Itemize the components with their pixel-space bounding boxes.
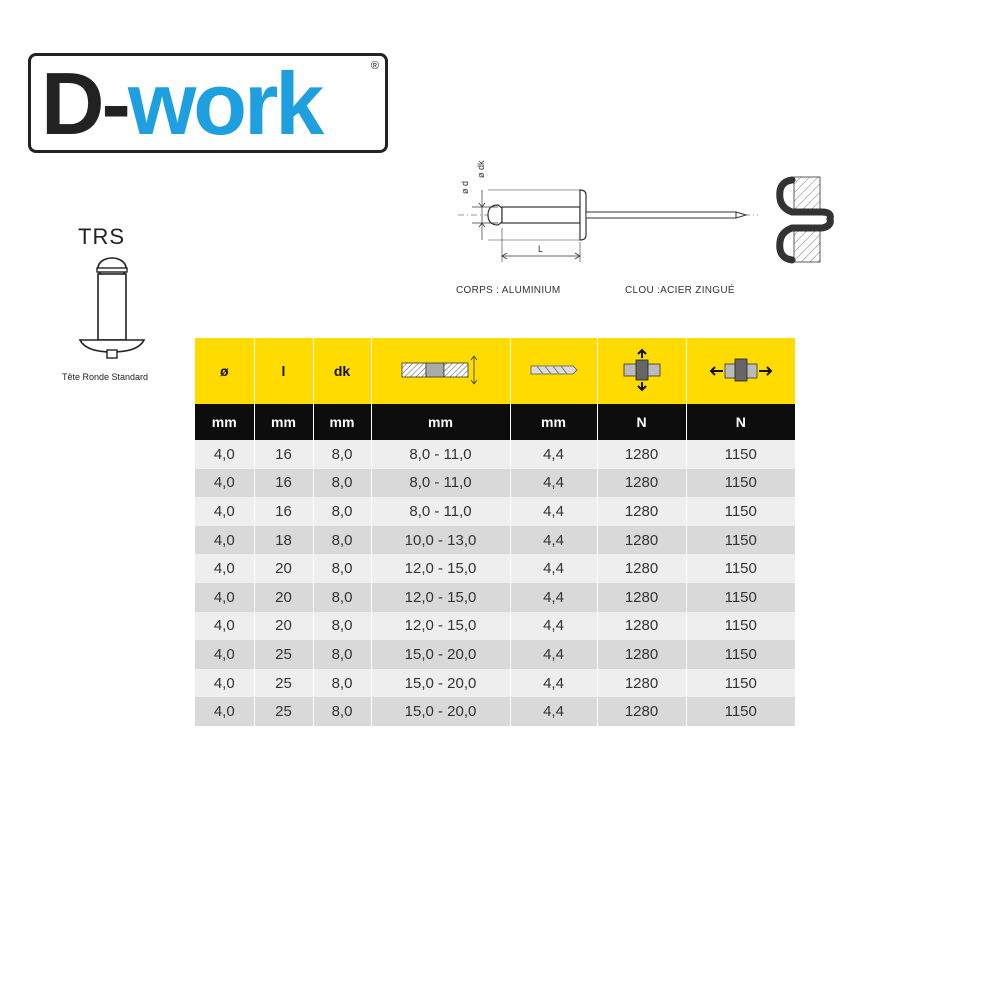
table-cell: 4,4 <box>510 583 597 612</box>
table-cell: 8,0 <box>313 583 371 612</box>
header-shear <box>686 338 795 404</box>
table-row <box>195 612 795 641</box>
dim-d-label: ø d <box>460 180 470 194</box>
unit-cell: mm <box>195 404 254 440</box>
table-cell: 16 <box>254 440 313 469</box>
body-material-label: CORPS : ALUMINIUM <box>456 285 561 296</box>
table-cell: 1280 <box>597 697 686 726</box>
table-cell: 4,0 <box>195 583 254 612</box>
table-cell: 4,0 <box>195 440 254 469</box>
table-cell: 4,0 <box>195 697 254 726</box>
table-cell: 8,0 <box>313 497 371 526</box>
table-row <box>195 640 795 669</box>
table-header-row <box>195 338 795 404</box>
rivet-installed-section-icon <box>772 172 837 267</box>
table-cell: 18 <box>254 526 313 555</box>
table-cell: 8,0 <box>313 526 371 555</box>
table-cell: 12,0 - 15,0 <box>371 612 510 641</box>
unit-cell: mm <box>510 404 597 440</box>
table-cell: 1150 <box>686 526 795 555</box>
unit-cell: mm <box>371 404 510 440</box>
header-grip-range <box>371 338 510 404</box>
header-head-diameter: dk <box>313 338 371 404</box>
table-cell: 4,4 <box>510 497 597 526</box>
unit-cell: N <box>686 404 795 440</box>
table-cell: 8,0 <box>313 612 371 641</box>
table-cell: 16 <box>254 497 313 526</box>
registered-mark: ® <box>370 60 379 72</box>
spec-table <box>195 338 795 726</box>
table-cell: 15,0 - 20,0 <box>371 640 510 669</box>
table-cell: 8,0 <box>313 697 371 726</box>
table-cell: 1280 <box>597 612 686 641</box>
table-cell: 4,4 <box>510 469 597 498</box>
table-cell: 8,0 <box>313 669 371 698</box>
table-cell: 20 <box>254 612 313 641</box>
dim-dk-label: ø dk <box>476 160 486 178</box>
table-cell: 1280 <box>597 440 686 469</box>
header-drill <box>510 338 597 404</box>
table-cell: 4,4 <box>510 526 597 555</box>
table-cell: 1280 <box>597 469 686 498</box>
table-cell: 4,0 <box>195 497 254 526</box>
table-cell: 15,0 - 20,0 <box>371 697 510 726</box>
table-units-row <box>195 404 795 440</box>
table-cell: 12,0 - 15,0 <box>371 583 510 612</box>
table-cell: 1280 <box>597 669 686 698</box>
table-cell: 8,0 <box>313 440 371 469</box>
table-cell: 10,0 - 13,0 <box>371 526 510 555</box>
table-cell: 1150 <box>686 697 795 726</box>
table-row <box>195 583 795 612</box>
table-row <box>195 526 795 555</box>
table-cell: 4,0 <box>195 669 254 698</box>
table-cell: 1280 <box>597 526 686 555</box>
unit-cell: mm <box>254 404 313 440</box>
table-cell: 1150 <box>686 612 795 641</box>
table-cell: 20 <box>254 554 313 583</box>
table-cell: 8,0 <box>313 469 371 498</box>
table-cell: 8,0 - 11,0 <box>371 440 510 469</box>
table-row <box>195 554 795 583</box>
table-cell: 1280 <box>597 554 686 583</box>
rivet-profile-icon <box>70 252 150 364</box>
table-cell: 8,0 <box>313 554 371 583</box>
brand-logo <box>28 53 388 153</box>
table-cell: 25 <box>254 669 313 698</box>
header-length: l <box>254 338 313 404</box>
table-cell: 25 <box>254 640 313 669</box>
shear-strength-icon <box>709 355 773 385</box>
table-cell: 4,4 <box>510 554 597 583</box>
table-cell: 4,4 <box>510 697 597 726</box>
table-cell: 1150 <box>686 469 795 498</box>
table-cell: 4,4 <box>510 440 597 469</box>
table-cell: 4,4 <box>510 612 597 641</box>
table-cell: 1150 <box>686 440 795 469</box>
table-cell: 25 <box>254 697 313 726</box>
table-cell: 8,0 - 11,0 <box>371 497 510 526</box>
unit-cell: mm <box>313 404 371 440</box>
table-row <box>195 669 795 698</box>
rivet-type-caption: Tête Ronde Standard <box>62 372 149 382</box>
header-diameter: ø <box>195 338 254 404</box>
table-cell: 1280 <box>597 583 686 612</box>
rivet-dimension-drawing <box>458 150 768 270</box>
table-body <box>195 440 795 726</box>
table-cell: 1150 <box>686 497 795 526</box>
table-cell: 16 <box>254 469 313 498</box>
grip-range-icon <box>398 355 484 385</box>
table-cell: 4,0 <box>195 640 254 669</box>
table-cell: 1150 <box>686 583 795 612</box>
table-cell: 1280 <box>597 640 686 669</box>
unit-cell: N <box>597 404 686 440</box>
table-cell: 4,0 <box>195 469 254 498</box>
table-cell: 4,0 <box>195 554 254 583</box>
table-row <box>195 469 795 498</box>
table-cell: 4,4 <box>510 640 597 669</box>
table-cell: 12,0 - 15,0 <box>371 554 510 583</box>
dim-l-label: L <box>538 244 544 254</box>
nail-material-label: CLOU :ACIER ZINGUÉ <box>625 285 735 296</box>
table-cell: 1150 <box>686 669 795 698</box>
table-cell: 1150 <box>686 554 795 583</box>
table-cell: 4,0 <box>195 526 254 555</box>
table-cell: 4,4 <box>510 669 597 698</box>
table-row <box>195 697 795 726</box>
logo-prefix: D- <box>41 54 128 153</box>
table-cell: 4,0 <box>195 612 254 641</box>
table-cell: 8,0 <box>313 640 371 669</box>
rivet-type-code: TRS <box>78 224 125 249</box>
table-row <box>195 440 795 469</box>
table-cell: 20 <box>254 583 313 612</box>
table-cell: 1150 <box>686 640 795 669</box>
tensile-strength-icon <box>620 348 664 392</box>
table-row <box>195 497 795 526</box>
table-cell: 15,0 - 20,0 <box>371 669 510 698</box>
table-cell: 8,0 - 11,0 <box>371 469 510 498</box>
drill-bit-icon <box>529 360 579 380</box>
logo-suffix: work <box>127 54 322 153</box>
table-cell: 1280 <box>597 497 686 526</box>
header-tensile <box>597 338 686 404</box>
logo-wordmark <box>41 54 321 154</box>
